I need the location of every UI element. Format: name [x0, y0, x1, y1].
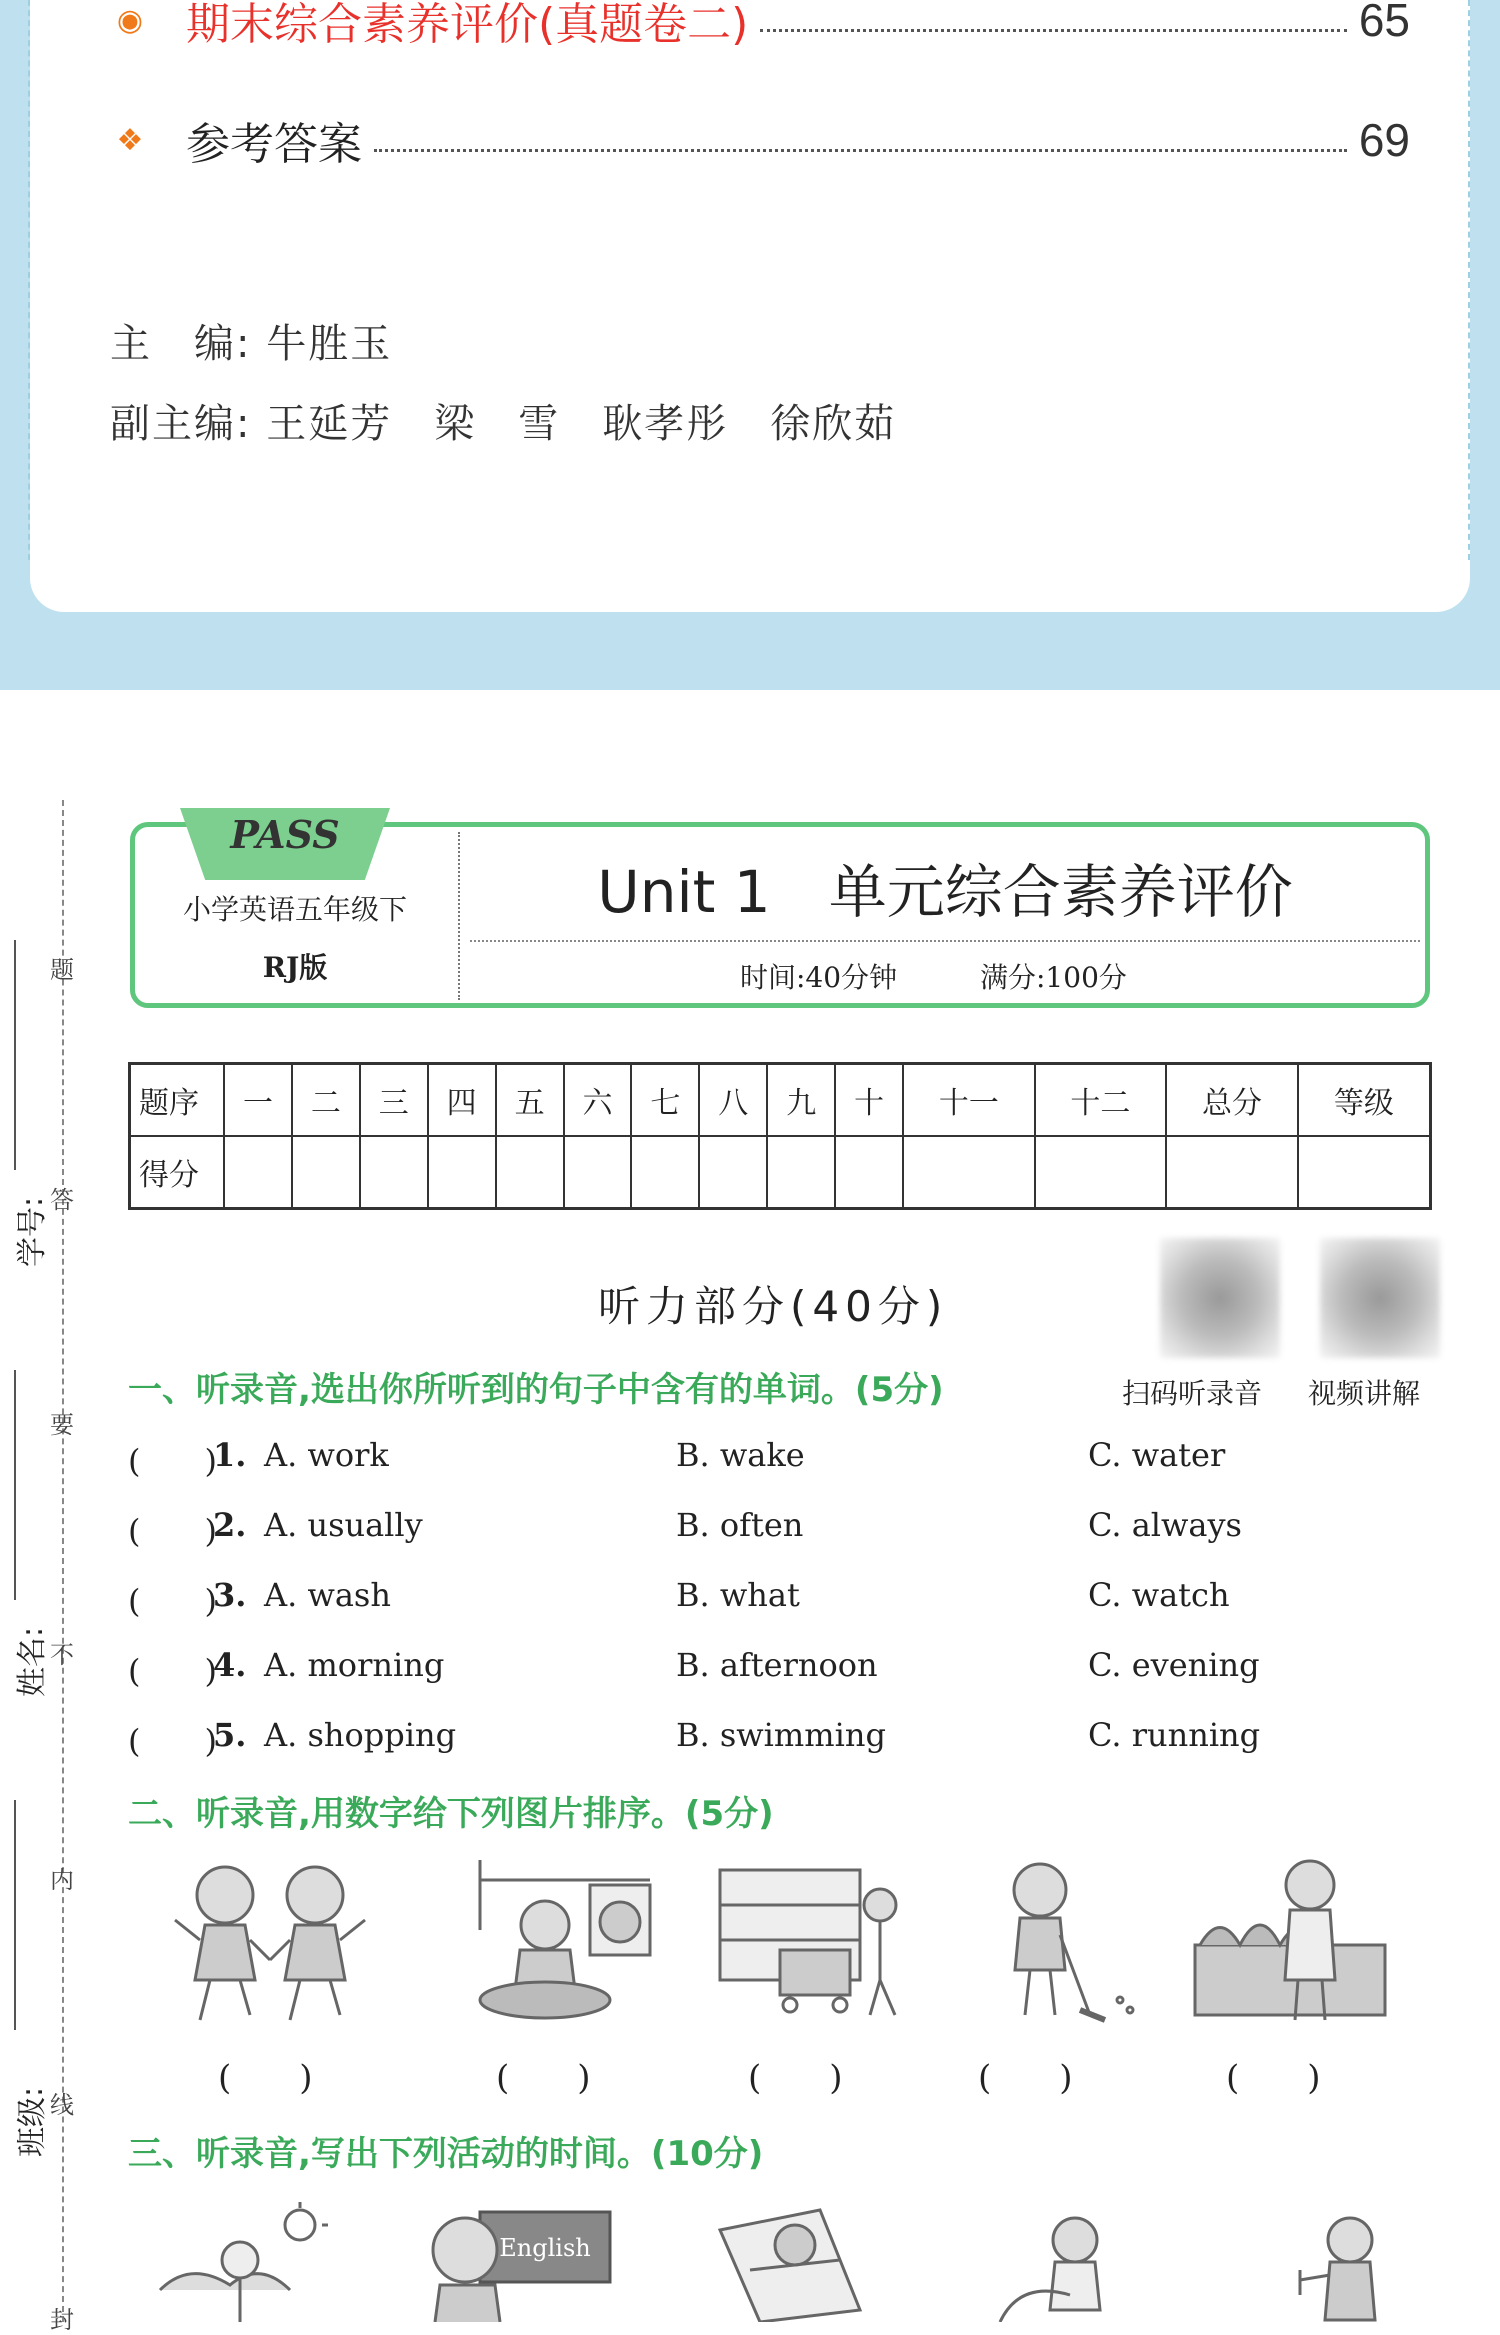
option-b: B. what: [676, 1576, 800, 1614]
audio-qr-label: 扫码听录音: [1122, 1377, 1263, 1410]
chief-editor: 主 编: 牛胜玉: [110, 321, 393, 367]
option-b: B. wake: [676, 1436, 805, 1474]
morning-exercise-illustration: [150, 2200, 350, 2322]
washing-clothes-illustration: [460, 1850, 660, 2030]
score-cell[interactable]: [631, 1136, 699, 1209]
toc-card: [30, 0, 1470, 612]
section-3-title: 三、听录音,写出下列活动的时间。(10分): [128, 2134, 764, 2174]
table-header-cell: 九: [767, 1064, 835, 1137]
video-qr-label: 视频讲解: [1308, 1377, 1421, 1410]
option-b: B. swimming: [676, 1716, 886, 1754]
table-header-cell: 十一: [903, 1064, 1035, 1137]
score-cell[interactable]: [835, 1136, 903, 1209]
option-c: C. running: [1088, 1716, 1261, 1754]
score-cell[interactable]: [496, 1136, 564, 1209]
class-line[interactable]: [14, 1800, 16, 2030]
option-a: A. usually: [264, 1506, 423, 1544]
option-a: A. wash: [264, 1576, 391, 1614]
english-class-illustration: [420, 2200, 620, 2322]
score-cell[interactable]: [564, 1136, 632, 1209]
score-cell[interactable]: [292, 1136, 360, 1209]
sleeping-illustration: [700, 2200, 900, 2322]
sweeping-floor-illustration: [960, 1850, 1160, 2030]
toc-item-title: 参考答案: [186, 119, 362, 170]
picture-order-blank[interactable]: ( ): [496, 2058, 591, 2098]
picture-order-blank[interactable]: ( ): [748, 2058, 843, 2098]
option-c: C. water: [1088, 1436, 1226, 1474]
table-header-cell: 等级: [1298, 1064, 1431, 1137]
question-number: 3.: [213, 1576, 247, 1614]
toc-item[interactable]: [110, 110, 1410, 170]
score-cell[interactable]: [699, 1136, 767, 1209]
table-row: [130, 1064, 1431, 1137]
table-header-cell: 三: [360, 1064, 428, 1137]
answer-blank[interactable]: ( ): [128, 1652, 217, 1690]
section-1-title: 一、听录音,选出你所听到的句子中含有的单词。(5分): [128, 1370, 944, 1410]
toc-bullet-icon: ◉: [116, 2, 144, 38]
table-row-label: 得分: [130, 1136, 225, 1209]
dancing-girls-illustration: [170, 1850, 370, 2030]
answer-blank[interactable]: ( ): [128, 1582, 217, 1620]
answer-blank[interactable]: ( ): [128, 1442, 217, 1480]
toc-bullet-icon: ❖: [116, 122, 144, 158]
option-b: B. often: [676, 1506, 804, 1544]
score-cell[interactable]: [767, 1136, 835, 1209]
binding-char: 答: [50, 1186, 74, 1214]
score-cell[interactable]: [224, 1136, 292, 1209]
section-2-title: 二、听录音,用数字给下列图片排序。(5分): [128, 1794, 774, 1834]
deputy-editors: 副主编: 王延芳 梁 雪 耿孝彤 徐欣茹: [110, 401, 897, 447]
option-a: A. work: [264, 1436, 389, 1474]
student-no-label: 学号:: [15, 1196, 51, 1268]
book-version: RJ版: [262, 951, 328, 984]
picture-order-blank[interactable]: ( ): [218, 2058, 313, 2098]
option-b: B. afternoon: [676, 1646, 878, 1684]
exam-full-score: 满分:100分: [980, 961, 1127, 994]
audio-qr-code-icon[interactable]: [1160, 1238, 1280, 1358]
binding-char: 要: [50, 1411, 74, 1439]
question-number: 2.: [213, 1506, 247, 1544]
unit-title: Unit 1 单元综合素养评价: [597, 858, 1293, 926]
toc-left-border: [28, 0, 30, 560]
gardening-illustration: [1190, 1850, 1390, 2030]
score-cell[interactable]: [1035, 1136, 1167, 1209]
option-c: C. always: [1088, 1506, 1242, 1544]
question-number: 5.: [213, 1716, 247, 1754]
score-cell[interactable]: [428, 1136, 496, 1209]
binding-char: 内: [50, 1866, 74, 1894]
table-header-cell: 一: [224, 1064, 292, 1137]
header-divider: [458, 832, 460, 1000]
exam-time: 时间:40分钟: [740, 961, 898, 994]
video-qr-code-icon[interactable]: [1320, 1238, 1440, 1358]
toc-item[interactable]: [110, 0, 1410, 50]
table-row-label: 题序: [130, 1064, 225, 1137]
binding-char: 线: [50, 2091, 74, 2119]
table-header-cell: 五: [496, 1064, 564, 1137]
shopping-illustration: [710, 1850, 910, 2030]
table-header-cell: 总分: [1166, 1064, 1298, 1137]
table-header-cell: 八: [699, 1064, 767, 1137]
option-c: C. watch: [1088, 1576, 1230, 1614]
option-c: C. evening: [1088, 1646, 1260, 1684]
table-header-cell: 十: [835, 1064, 903, 1137]
student-no-line[interactable]: [14, 940, 16, 1170]
pass-logo: PASS: [230, 812, 340, 857]
picture-order-blank[interactable]: ( ): [1226, 2058, 1321, 2098]
score-cell[interactable]: [903, 1136, 1035, 1209]
header-dotted-rule: [470, 940, 1420, 942]
listening-part-title: 听力部分(40分): [598, 1282, 949, 1331]
table-header-cell: 十二: [1035, 1064, 1167, 1137]
name-label: 姓名:: [15, 1626, 51, 1698]
answer-blank[interactable]: ( ): [128, 1512, 217, 1550]
score-table: [128, 1062, 1432, 1210]
question-row: [128, 1576, 1428, 1626]
toc-item-title: 期末综合素养评价(真题卷二): [186, 0, 749, 50]
question-row: [128, 1436, 1428, 1486]
class-label: 班级:: [15, 2086, 51, 2158]
binding-char: 不: [50, 1641, 74, 1669]
eating-illustration: [990, 2200, 1190, 2322]
score-cell[interactable]: [1298, 1136, 1431, 1209]
toc-right-border: [1468, 0, 1470, 560]
toc-leader-dots: [760, 29, 1346, 32]
binding-char: 题: [50, 956, 74, 984]
toc-item-page: 65: [1358, 0, 1410, 46]
option-a: A. shopping: [264, 1716, 457, 1754]
binding-char: 封: [50, 2306, 74, 2334]
table-header-cell: 六: [564, 1064, 632, 1137]
question-row: [128, 1506, 1428, 1556]
boy-praying-illustration: [1240, 2200, 1440, 2322]
picture-order-blank[interactable]: ( ): [978, 2058, 1073, 2098]
question-number: 4.: [213, 1646, 247, 1684]
book-name: 小学英语五年级下: [182, 893, 407, 926]
question-row: [128, 1716, 1428, 1766]
table-header-cell: 四: [428, 1064, 496, 1137]
question-row: [128, 1646, 1428, 1696]
table-row: [130, 1136, 1431, 1209]
toc-item-page: 69: [1358, 114, 1410, 166]
score-cell[interactable]: [360, 1136, 428, 1209]
option-a: A. morning: [264, 1646, 445, 1684]
name-line[interactable]: [14, 1370, 16, 1600]
question-number: 1.: [213, 1436, 247, 1474]
board-english-text: English: [499, 2234, 591, 2262]
answer-blank[interactable]: ( ): [128, 1722, 217, 1760]
toc-leader-dots: [374, 149, 1347, 152]
table-header-cell: 二: [292, 1064, 360, 1137]
score-cell[interactable]: [1166, 1136, 1298, 1209]
table-header-cell: 七: [631, 1064, 699, 1137]
